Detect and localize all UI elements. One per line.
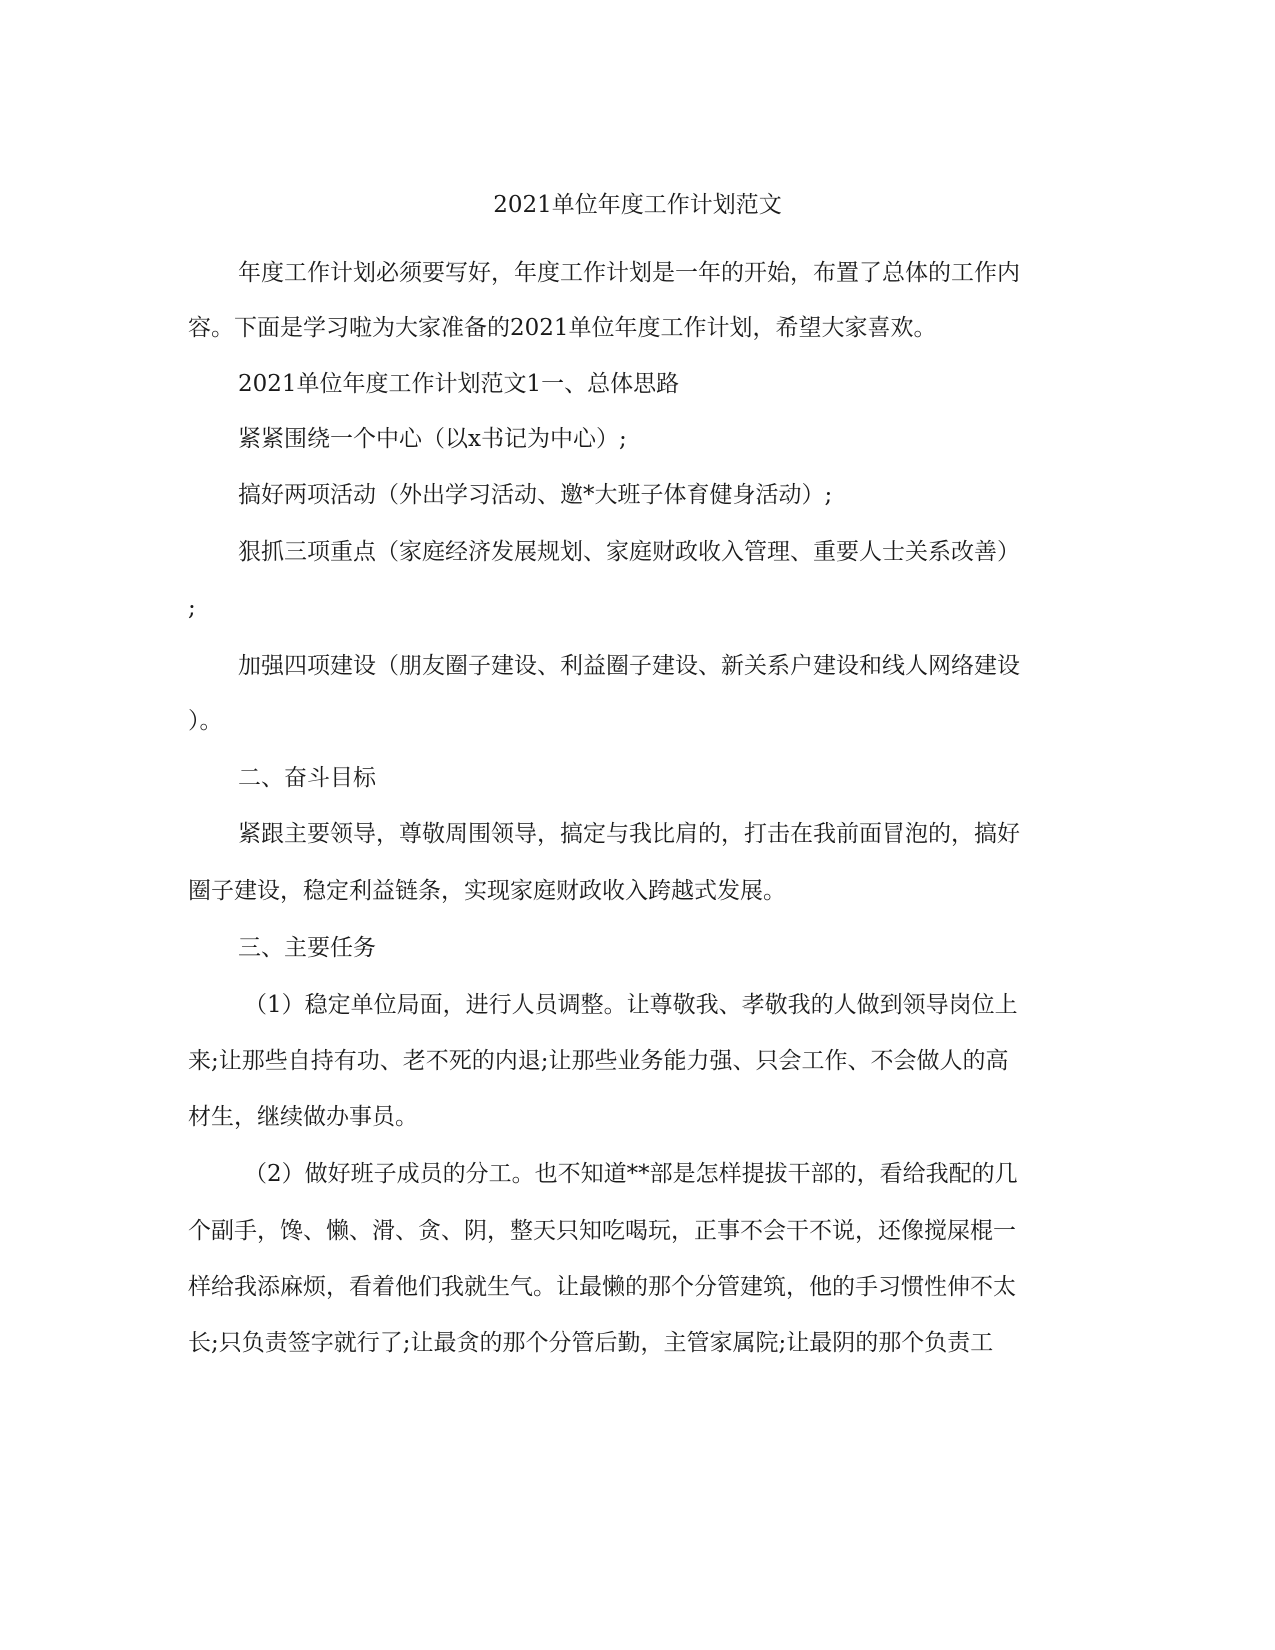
paragraph-line: 个副手，馋、懒、滑、贪、阴，整天只知吃喝玩，正事不会干不说，还像搅屎棍一 [188,1218,1016,1244]
paragraph-line: （1）稳定单位局面，进行人员调整。让尊敬我、孝敬我的人做到领导岗位上 [244,992,1018,1018]
paragraph-line: ; [188,595,196,621]
section-heading: 二、奋斗目标 [238,765,376,791]
paragraph-line: 紧紧围绕一个中心（以x书记为中心）; [238,426,627,452]
paragraph-line: （2）做好班子成员的分工。也不知道**部是怎样提拔干部的，看给我配的几 [244,1161,1018,1187]
paragraph-line: 搞好两项活动（外出学习活动、邀*大班子体育健身活动）; [238,482,833,508]
paragraph-line: 狠抓三项重点（家庭经济发展规划、家庭财政收入管理、重要人士关系改善） [238,539,1020,565]
paragraph-line: 长;只负责签字就行了;让最贪的那个分管后勤，主管家属院;让最阴的那个负责工 [188,1330,994,1356]
paragraph-line: 来;让那些自持有功、老不死的内退;让那些业务能力强、只会工作、不会做人的高 [188,1048,1009,1074]
paragraph-line: 加强四项建设（朋友圈子建设、利益圈子建设、新关系户建设和线人网络建设 [238,653,1020,679]
paragraph-line: 容。下面是学习啦为大家准备的2021单位年度工作计划，希望大家喜欢。 [188,315,937,341]
paragraph-line: 紧跟主要领导，尊敬周围领导，搞定与我比肩的，打击在我前面冒泡的，搞好 [238,821,1020,847]
paragraph-line: 2021单位年度工作计划范文1一、总体思路 [238,371,680,397]
document-title: 2021单位年度工作计划范文 [493,192,782,218]
paragraph-line: 圈子建设，稳定利益链条，实现家庭财政收入跨越式发展。 [188,878,786,904]
paragraph-line: 年度工作计划必须要写好，年度工作计划是一年的开始，布置了总体的工作内 [238,260,1020,286]
paragraph-line: ）。 [188,708,223,734]
section-heading: 三、主要任务 [238,935,376,961]
paragraph-line: 样给我添麻烦，看着他们我就生气。让最懒的那个分管建筑，他的手习惯性伸不太 [188,1274,1016,1300]
paragraph-line: 材生，继续做办事员。 [188,1104,418,1130]
